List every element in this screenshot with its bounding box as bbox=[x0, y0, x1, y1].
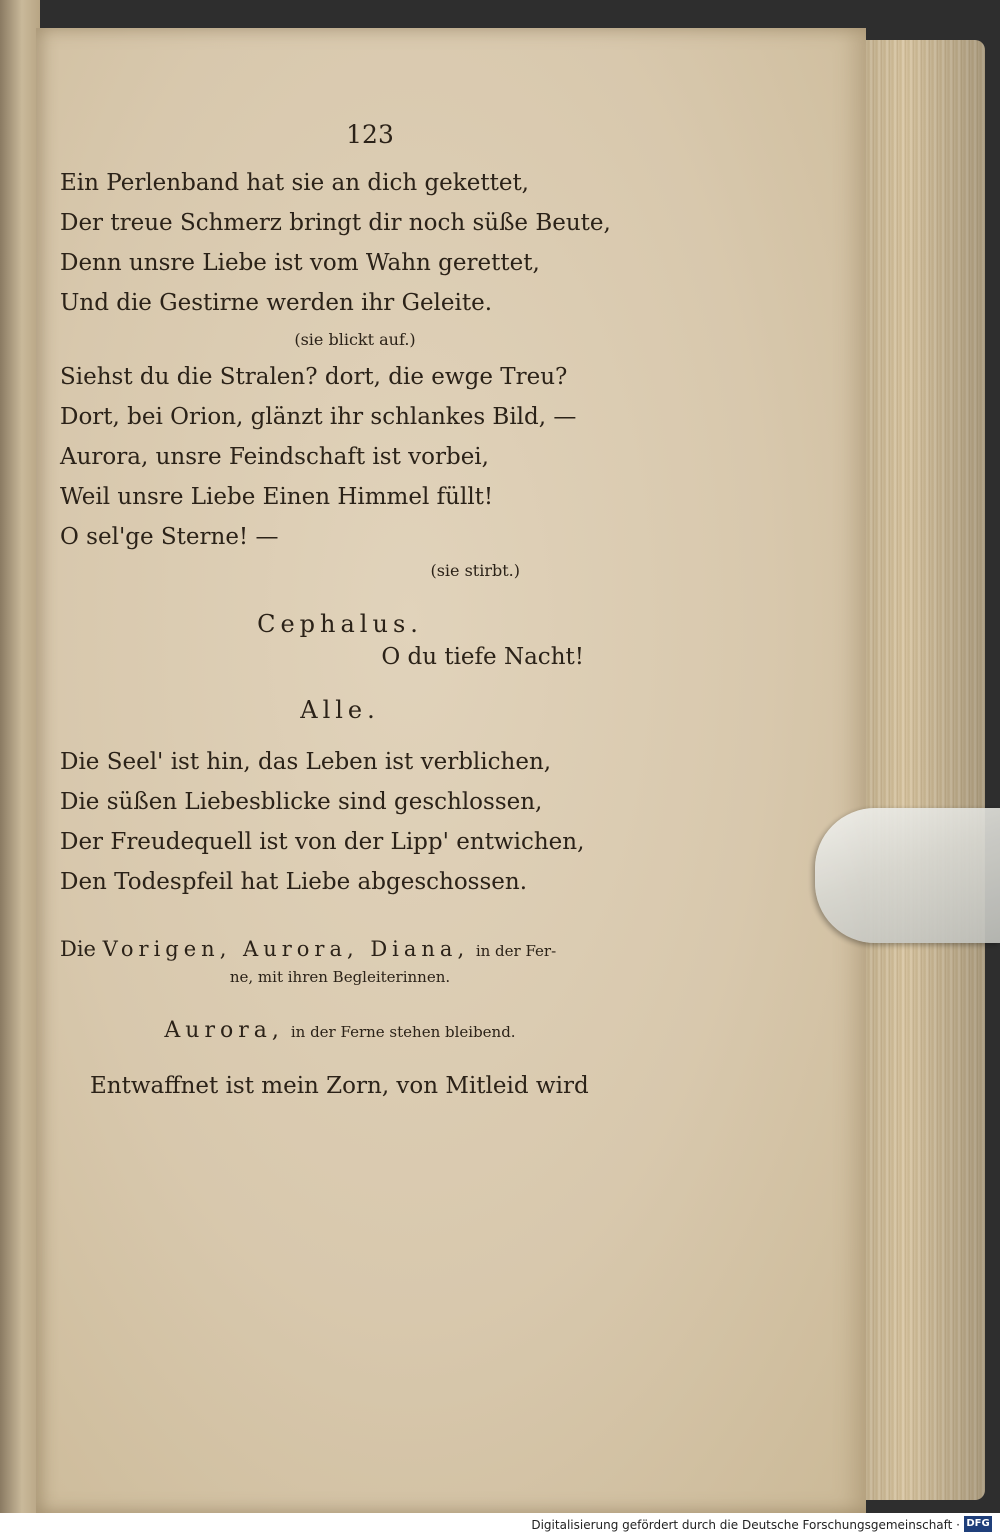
page-text bbox=[60, 120, 620, 1129]
left-page-edge bbox=[0, 0, 40, 1539]
verse-line: Dort, bei Orion, glänzt ihr schlankes Bild, — bbox=[60, 404, 577, 430]
verse-block-1 bbox=[60, 163, 620, 323]
stage-text: ne, mit ihren Begleiterinnen. bbox=[229, 968, 451, 986]
verse-line: Der Freudequell ist von der Lipp' entwichen, bbox=[60, 829, 585, 855]
page-stack-shade bbox=[850, 40, 985, 1500]
stage-text: in der Fer- bbox=[475, 942, 557, 960]
verse-line: Denn unsre Liebe ist vom Wahn gerettet, bbox=[60, 250, 540, 276]
verse-line: O sel'ge Sterne! — bbox=[60, 524, 279, 550]
page-number: 123 bbox=[346, 120, 394, 149]
verse-line: Ein Perlenband hat sie an dich gekettet, bbox=[60, 170, 529, 196]
verse-line: Die süßen Liebesblicke sind geschlossen, bbox=[60, 789, 543, 815]
funding-note: Digitalisierung gefördert durch die Deutsche Forschungsgemeinschaft · bbox=[531, 1518, 960, 1532]
verse-line: Der treue Schmerz bringt dir noch süße Beute, bbox=[60, 210, 611, 236]
character-names: Vorigen, Aurora, Diana, bbox=[102, 937, 470, 961]
stage-direction: (sie stirbt.) bbox=[430, 561, 520, 580]
speaker-name: Alle. bbox=[300, 696, 380, 724]
verse-block-3 bbox=[60, 742, 620, 902]
speaker-heading bbox=[60, 1018, 620, 1043]
verse-line: Weil unsre Liebe Einen Himmel füllt! bbox=[60, 484, 494, 510]
speaker-name: Aurora, bbox=[164, 1018, 284, 1043]
verse-line: Entwaffnet ist mein Zorn, von Mitleid wird bbox=[90, 1073, 589, 1099]
verse-line: Und die Gestirne werden ihr Geleite. bbox=[60, 290, 493, 316]
verse-line: Aurora, unsre Feindschaft ist vorbei, bbox=[60, 444, 489, 470]
speaker-name: Cephalus. bbox=[257, 610, 423, 638]
verse-line: Siehst du die Stralen? dort, die ewge Treu? bbox=[60, 364, 568, 390]
page-clip bbox=[815, 808, 1000, 943]
verse-line: O du tiefe Nacht! bbox=[381, 644, 584, 670]
stage-prefix: Die bbox=[60, 937, 96, 961]
verse-line: Die Seel' ist hin, das Leben ist verblichen, bbox=[60, 749, 552, 775]
dfg-logo: DFG bbox=[964, 1516, 992, 1532]
stage-direction: (sie blickt auf.) bbox=[294, 330, 416, 349]
stage-direction-entrance bbox=[60, 934, 620, 988]
verse-block-2 bbox=[60, 357, 620, 557]
stage-direction: in der Ferne stehen bleibend. bbox=[290, 1023, 516, 1041]
verse-line: Den Todespfeil hat Liebe abgeschossen. bbox=[60, 869, 528, 895]
